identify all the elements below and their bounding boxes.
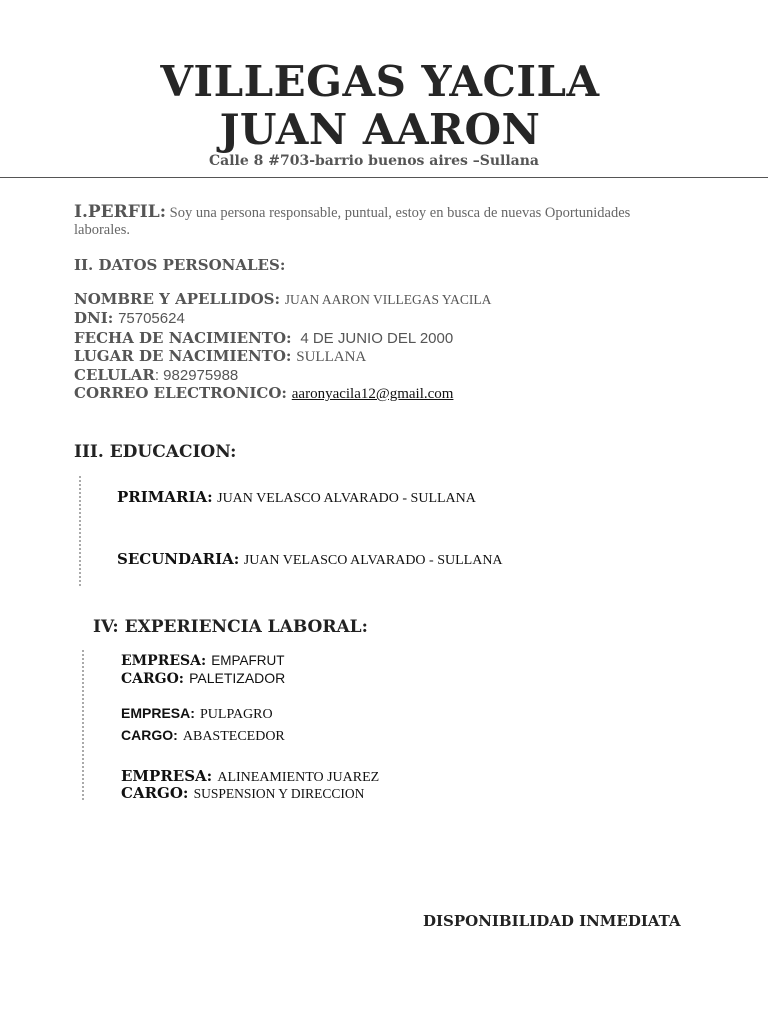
email-link[interactable]: aaronyacila12@gmail.com	[291, 386, 454, 402]
job-1-empresa	[121, 650, 285, 669]
cargo-label: CARGO:	[121, 727, 178, 743]
empresa-label: EMPRESA:	[121, 653, 207, 669]
empresa-value: ALINEAMIENTO JUAREZ	[217, 770, 380, 785]
fecha-row	[74, 329, 453, 348]
nombre-label: NOMBRE Y APELLIDOS:	[74, 290, 281, 308]
celular-row	[74, 366, 238, 385]
lugar-value: SULLANA	[296, 349, 367, 365]
nombre-row	[74, 290, 491, 309]
dni-label: DNI:	[74, 309, 114, 327]
empresa-value: EMPAFRUT	[211, 653, 285, 668]
fecha-label: FECHA DE NACIMIENTO:	[74, 329, 292, 347]
primaria-label: PRIMARIA:	[117, 488, 213, 506]
experiencia-divider	[82, 650, 84, 800]
celular-value: : 982975988	[154, 367, 239, 384]
disponibilidad-text: DISPONIBILIDAD INMEDIATA	[423, 912, 681, 930]
empresa-value: PULPAGRO	[200, 707, 273, 722]
lugar-label: LUGAR DE NACIMIENTO:	[74, 347, 292, 365]
educacion-heading: III. EDUCACION:	[74, 442, 237, 462]
datos-heading: II. DATOS PERSONALES:	[74, 256, 286, 274]
celular-label: CELULAR	[74, 366, 155, 384]
correo-row	[74, 384, 453, 403]
nombre-value: JUAN AARON VILLEGAS YACILA	[284, 292, 492, 307]
cargo-value: SUSPENSION Y DIRECCION	[193, 786, 365, 801]
perfil-text: Soy una persona responsable, puntual, estoy en busca de nuevas Oportunidades laborales.	[74, 205, 631, 238]
secundaria-row	[117, 550, 503, 569]
cargo-value: PALETIZADOR	[189, 670, 286, 686]
address: Calle 8 #703-barrio buenos aires –Sullana	[209, 153, 539, 169]
name-line-1: VILLEGAS YACILA	[160, 57, 600, 106]
cargo-label: CARGO:	[121, 671, 184, 687]
educacion-divider	[79, 476, 81, 586]
lugar-row	[74, 347, 366, 366]
cargo-label: CARGO:	[121, 784, 189, 802]
job-1-cargo	[121, 668, 285, 687]
perfil-section	[74, 204, 634, 239]
job-3-cargo	[121, 783, 364, 802]
header-divider	[0, 177, 768, 178]
name-line-2: JUAN AARON	[219, 105, 541, 154]
primaria-row	[117, 488, 476, 507]
dni-row	[74, 309, 185, 328]
fecha-value: 4 DE JUNIO DEL 2000	[300, 330, 454, 347]
secundaria-label: SECUNDARIA:	[117, 550, 240, 568]
primaria-value: JUAN VELASCO ALVARADO - SULLANA	[217, 491, 476, 506]
empresa-label: EMPRESA:	[121, 767, 213, 785]
perfil-label: I.PERFIL:	[74, 202, 166, 222]
empresa-label: EMPRESA:	[121, 705, 195, 721]
correo-label: CORREO ELECTRONICO:	[74, 384, 287, 402]
job-2-cargo	[121, 725, 285, 745]
experiencia-heading: IV: EXPERIENCIA LABORAL:	[93, 617, 368, 637]
job-2-empresa	[121, 703, 273, 723]
dni-value: 75705624	[118, 310, 185, 327]
secundaria-value: JUAN VELASCO ALVARADO - SULLANA	[243, 553, 503, 568]
cargo-value: ABASTECEDOR	[182, 729, 285, 744]
